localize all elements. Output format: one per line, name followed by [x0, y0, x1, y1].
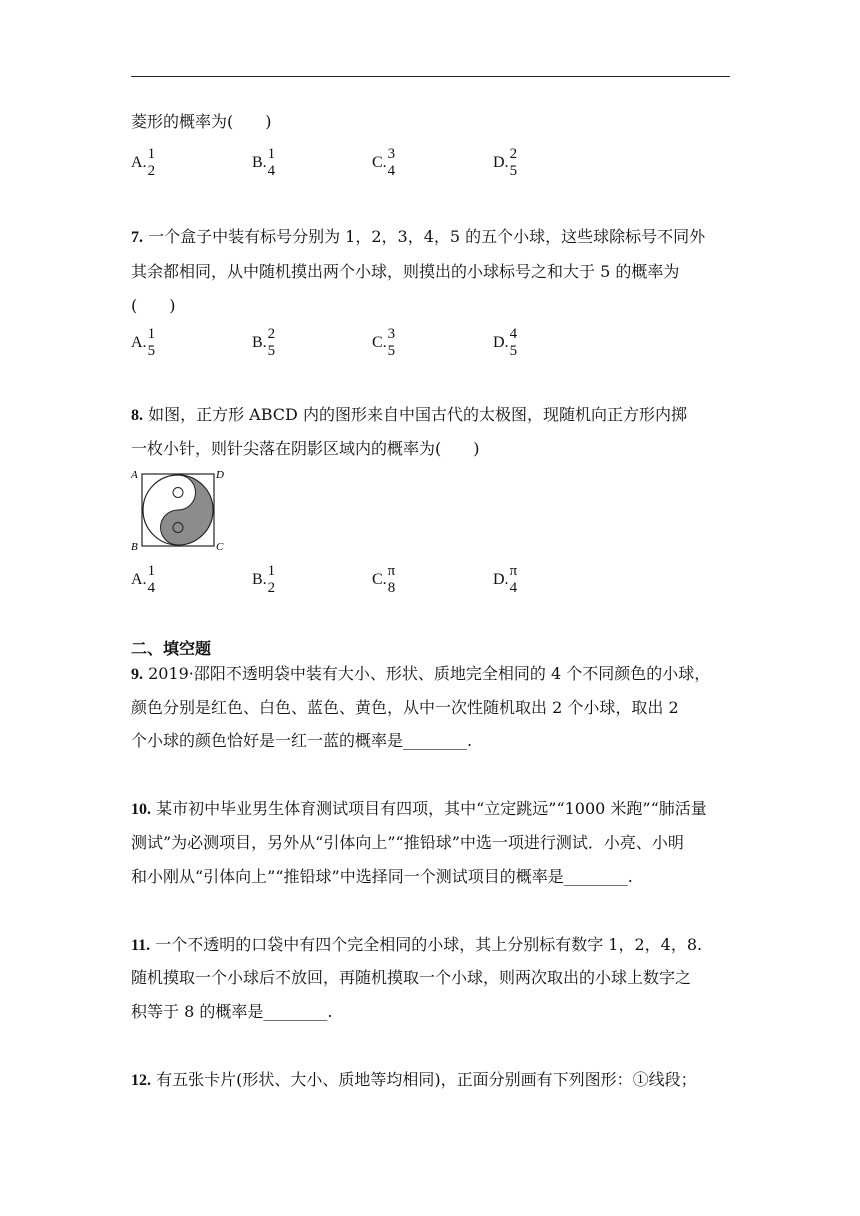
q7-option-d: D. 4 5 — [493, 326, 518, 359]
q8-option-a: A. 1 4 — [131, 563, 156, 596]
q6-option-a: A. 1 2 — [131, 146, 156, 179]
q7-options — [131, 323, 731, 363]
section-title-fill-in: 二、填空题 — [131, 639, 212, 658]
header-rule — [131, 76, 730, 77]
q8-option-b: B. 1 2 — [252, 563, 276, 596]
q8-number: 8. — [131, 407, 143, 424]
taiji-white-dot — [173, 488, 183, 498]
q11-line-1: 11. 一个不透明的口袋中有四个完全相同的小球，其上分别标有数字 1，2，4，8. — [131, 935, 703, 954]
q6-option-c: C. 3 4 — [372, 146, 396, 179]
q8-options — [131, 560, 731, 600]
q7-option-c: C. 3 5 — [372, 326, 396, 359]
q7-line-2: 其余都相同，从中随机摸出两个小球，则摸出的小球标号之和大于 5 的概率为 — [131, 262, 680, 281]
vertex-label-a: A — [131, 469, 138, 481]
taiji-square-figure — [129, 466, 229, 554]
q6-stem-tail: 菱形的概率为( ) — [131, 112, 272, 131]
q9-line-1: 9. 2019·邵阳不透明袋中装有大小、形状、质地完全相同的 4 个不同颜色的小球， — [131, 664, 711, 683]
vertex-label-b: B — [131, 541, 138, 553]
q11-line-3: 积等于 8 的概率是________. — [131, 1002, 333, 1021]
q6-option-d: D. 2 5 — [493, 146, 518, 179]
q9-line-3: 个小球的颜色恰好是一红一蓝的概率是________. — [131, 731, 473, 750]
q6-option-b: B. 1 4 — [252, 146, 276, 179]
q12-line-1: 12. 有五张卡片(形状、大小、质地等均相同)，正面分别画有下列图形：①线段； — [131, 1070, 697, 1089]
q10-line-2: 测试”为必测项目，另外从“引体向上”“推铅球”中选一项进行测试．小亮、小明 — [131, 833, 684, 852]
q9-line-2: 颜色分别是红色、白色、蓝色、黄色，从中一次性随机取出 2 个小球，取出 2 — [131, 698, 679, 717]
taiji-gray-dot — [173, 523, 183, 533]
q6-options — [131, 143, 731, 183]
q9-number: 9. — [131, 666, 143, 683]
q8-line-2: 一枚小针，则针尖落在阴影区域内的概率为( ) — [131, 439, 480, 458]
q10-line-3: 和小刚从“引体向上”“推铅球”中选择同一个测试项目的概率是________. — [131, 867, 633, 886]
q7-line-3: ( ) — [131, 296, 176, 315]
q8-option-d: D. π 4 — [493, 563, 518, 596]
q10-line-1: 10. 某市初中毕业男生体育测试项目有四项，其中“立定跳远”“1000 米跑”“肺活量 — [131, 799, 707, 818]
q8-line-1: 8. 如图，正方形 ABCD 内的图形来自中国古代的太极图，现随机向正方形内掷 — [131, 405, 687, 424]
q7-number: 7. — [131, 229, 143, 246]
q7-option-b: B. 2 5 — [252, 326, 276, 359]
q8-option-c: C. π 8 — [372, 563, 396, 596]
q11-number: 11. — [131, 937, 151, 954]
q7-line-1: 7. 一个盒子中装有标号分别为 1，2，3，4，5 的五个小球，这些球除标号不同外 — [131, 227, 706, 246]
q11-line-2: 随机摸取一个小球后不放回，再随机摸取一个小球，则两次取出的小球上数字之 — [131, 968, 692, 987]
q7-option-a: A. 1 5 — [131, 326, 156, 359]
q10-number: 10. — [131, 801, 151, 818]
q12-number: 12. — [131, 1072, 151, 1089]
vertex-label-d: D — [216, 469, 224, 481]
vertex-label-c: C — [216, 541, 224, 553]
